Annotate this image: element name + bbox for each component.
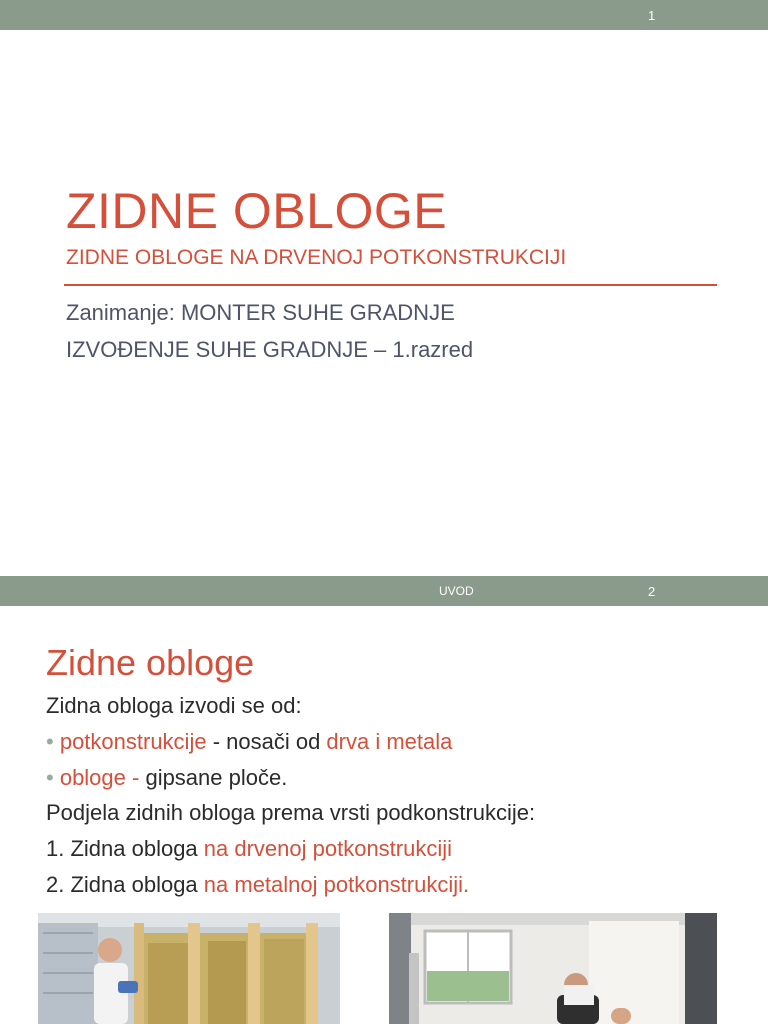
slide1-header-bar [0, 0, 768, 30]
slide1-subtitle: ZIDNE OBLOGE NA DRVENOJ POTKONSTRUKCIJI [66, 246, 567, 269]
bullet-item: • potkonstrukcije - nosači od drva i metala [46, 729, 453, 754]
list-item: 2. Zidna obloga na metalnoj potkonstrukciji. [46, 872, 470, 897]
list-item: 1. Zidna obloga na drvenoj potkonstrukciji [46, 836, 453, 861]
slide1-page-number: 1 [648, 8, 656, 23]
slide1-title: ZIDNE OBLOGE [66, 183, 448, 239]
title-divider [64, 284, 717, 286]
slide2-title: Zidne obloge [46, 642, 255, 683]
division-line: Podjela zidnih obloga prema vrsti podkonstrukcije: [46, 800, 536, 825]
bullet-dot: • [46, 765, 60, 790]
drywall-install-photo [389, 913, 717, 1024]
bullet-dot: • [46, 729, 60, 754]
bullet-item: • obloge - gipsane ploče. [46, 765, 288, 790]
section-label: UVOD [439, 584, 474, 598]
slide2-header-bar [0, 576, 768, 606]
course-line: IZVOĐENJE SUHE GRADNJE – 1.razred [66, 337, 474, 362]
occupation-line: Zanimanje: MONTER SUHE GRADNJE [66, 300, 455, 325]
slide2-page-number: 2 [648, 584, 656, 599]
intro-line: Zidna obloga izvodi se od: [46, 693, 302, 718]
wood-frame-photo [38, 913, 340, 1024]
